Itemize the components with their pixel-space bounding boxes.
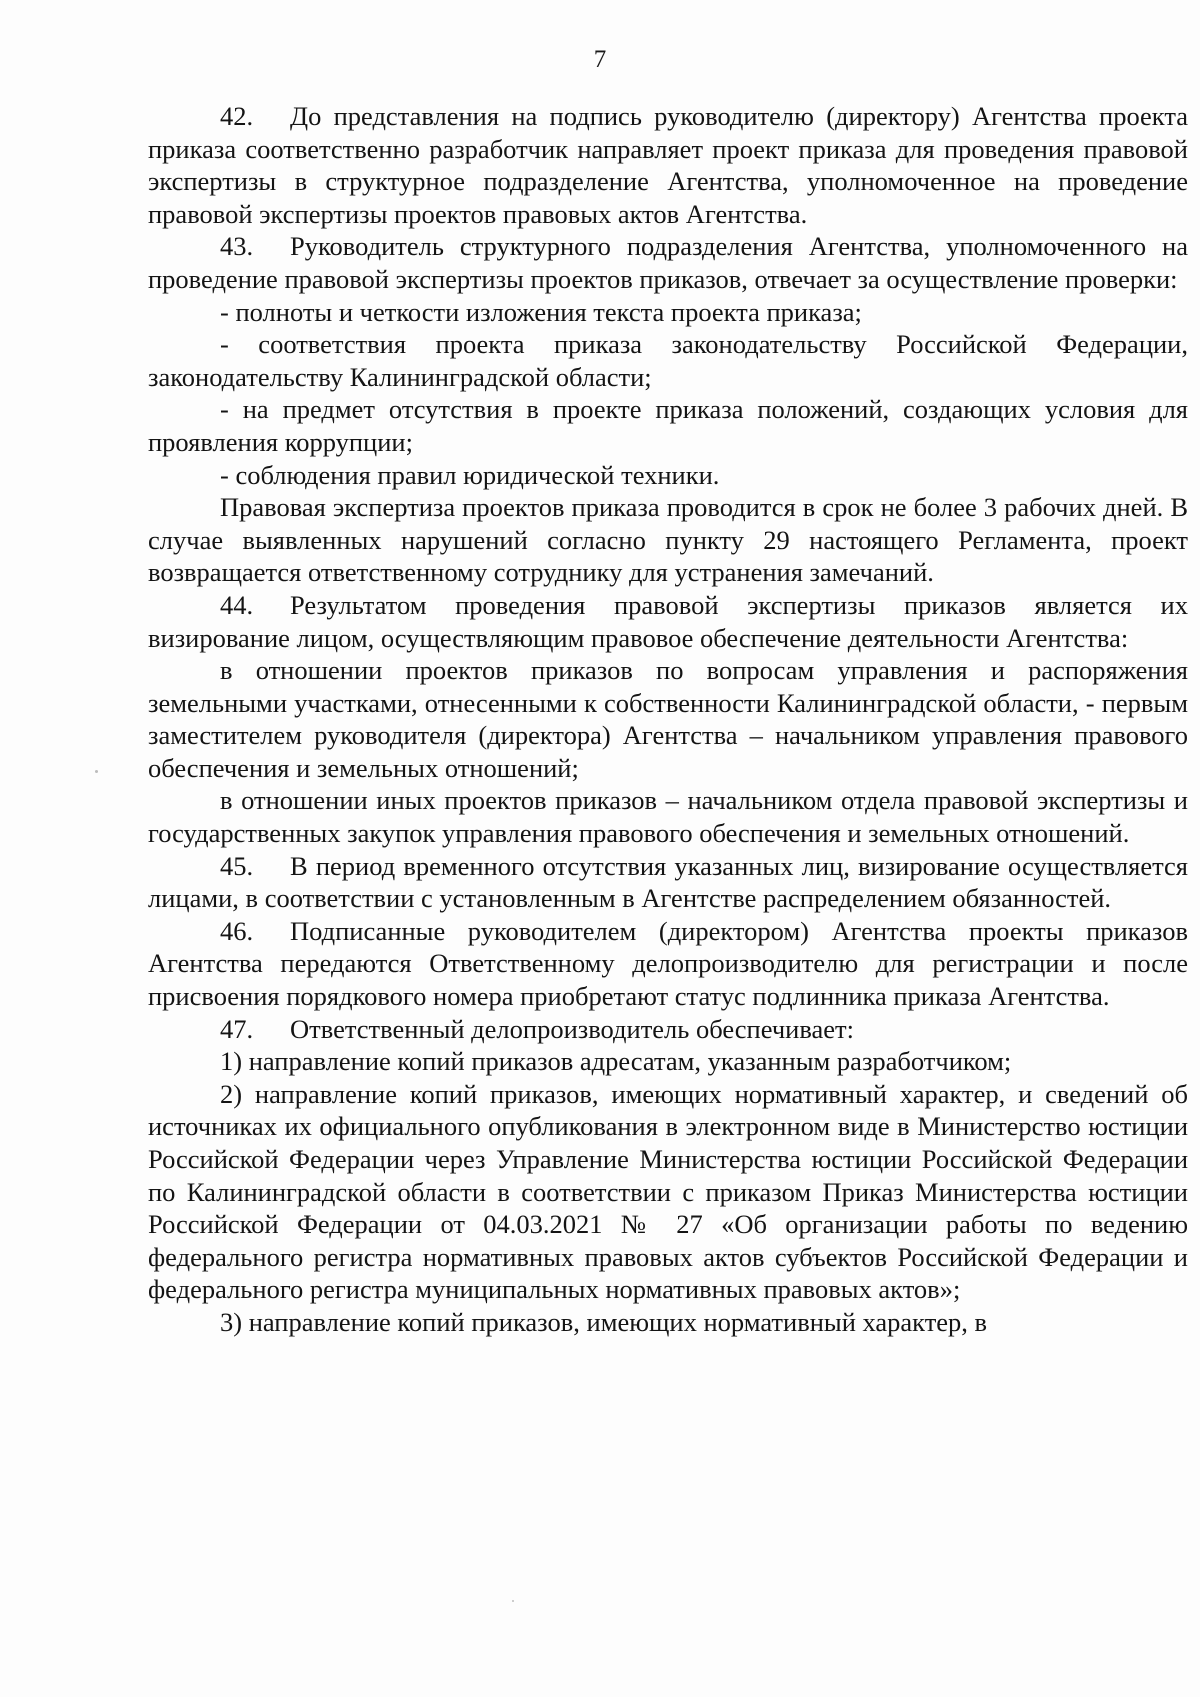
scan-speck (95, 770, 98, 773)
paragraph: в отношении иных проектов приказов – начальником отдела правовой экспертизы и государственных закупок управления правового обеспечения и земельных отношений. (148, 785, 1188, 849)
paragraph-text: В период временного отсутствия указанных лиц, визирование осуществляется лицами, в соответствии с установленным в Агентстве распределением обязанностей. (148, 850, 1188, 914)
paragraph-47 (148, 1013, 1188, 1046)
paragraph-text: Подписанные руководителем (директором) Агентства проекты приказов Агентства передаются Ответственному делопроизводителю для регистрации и после присвоения порядкового номера приобретают статус подлинника приказа Агентства. (148, 915, 1188, 1012)
paragraph-text: Результатом проведения правовой экспертизы приказов является их визирование лицом, осуществляющим правовое обеспечение деятельности Агентства: (148, 589, 1188, 653)
list-item: - на предмет отсутствия в проекте приказа положений, создающих условия для проявления коррупции; (148, 394, 1188, 457)
paragraph-43 (148, 230, 1188, 295)
paragraph-text: Руководитель структурного подразделения Агентства, уполномоченного на проведение правовой экспертизы проектов приказов, отвечает за осуществление проверки: (148, 231, 1188, 294)
clause-number: 43. (220, 231, 254, 262)
paragraph-45 (148, 850, 1188, 915)
list-item: - соответствия проекта приказа законодательству Российской Федерации, законодательству Калининградской области; (148, 329, 1188, 392)
clause-number: 44. (220, 589, 254, 620)
page-number: 7 (593, 46, 607, 73)
paragraph-42 (148, 100, 1188, 230)
paragraph: в отношении проектов приказов по вопросам управления и распоряжения земельными участками, отнесенными к собственности Калининградской области, - первым заместителем руководителя (директора) Агентства – начальником управления правового обеспечения и земельных отношений; (148, 655, 1188, 783)
list-item: 2) направление копий приказов, имеющих нормативный характер, и сведений об источниках их официального опубликования в электронном виде в Министерство юстиции Российской Федерации через Управление Министерства юстиции Российской Федерации по Калининградской области в соответствии с приказом Приказ Министерства юстиции Российской Федерации от 04.03.2021 № 27 «Об организации работы по ведению федерального регистра нормативных правовых актов субъектов Российской Федерации и федерального регистра муниципальных нормативных правовых актов»; (148, 1078, 1188, 1305)
clause-number: 47. (220, 1013, 254, 1044)
clause-number: 42. (220, 101, 254, 131)
paragraph-46 (148, 915, 1188, 1013)
list-item: 1) направление копий приказов адресатам, указанным разработчиком; (220, 1046, 1012, 1077)
document-body (148, 100, 1188, 1339)
scan-speck (512, 1600, 514, 1602)
clause-number: 46. (220, 915, 254, 946)
list-item: 3) направление копий приказов, имеющих нормативный характер, в (220, 1306, 988, 1337)
list-item: - соблюдения правил юридической техники. (220, 459, 720, 490)
paragraph: Правовая экспертиза проектов приказа проводится в срок не более 3 рабочих дней. В случае выявленных нарушений согласно пункту 29 настоящего Регламента, проект возвращается ответственному сотруднику для устранения замечаний. (148, 492, 1188, 588)
paragraph-44 (148, 589, 1188, 654)
paragraph-text: Ответственный делопроизводитель обеспечивает: (290, 1013, 854, 1044)
paragraph-text: До представления на подпись руководителю (директору) Агентства проекта приказа соответственно разработчик направляет проект приказа для проведения правовой экспертизы в структурное подразделение Агентства, уполномоченное на проведение правовой экспертизы проектов правовых актов Агентства. (148, 101, 1188, 229)
clause-number: 45. (220, 850, 254, 881)
list-item: - полноты и четкости изложения текста проекта приказа; (220, 296, 862, 327)
